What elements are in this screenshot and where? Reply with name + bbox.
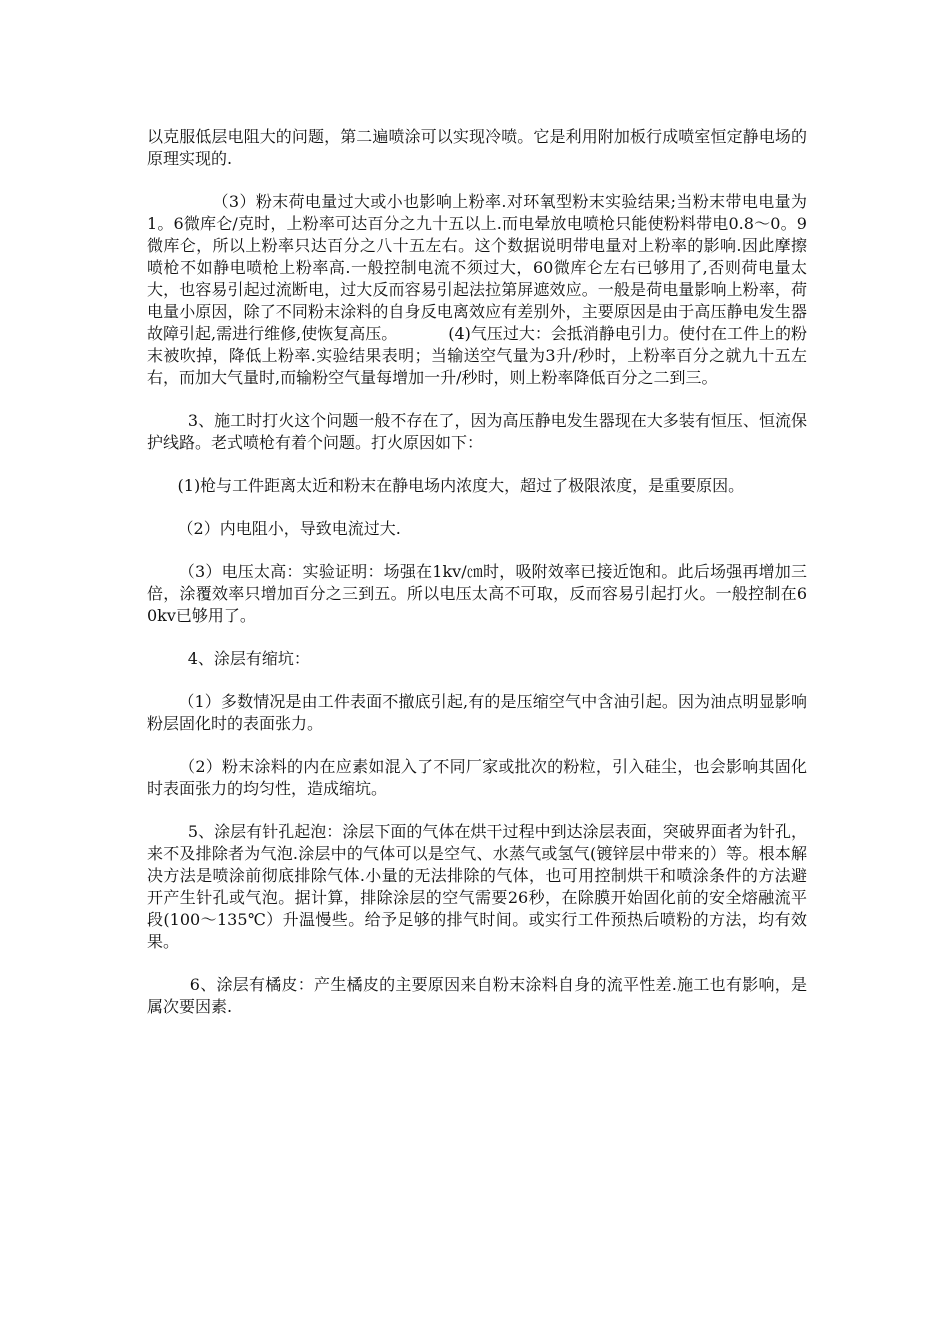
paragraph-section-6-orange-peel: 6、涂层有橘皮：产生橘皮的主要原因来自粉末涂料自身的流平性差.施工也有影响，是属次要因素. xyxy=(147,975,807,1016)
paragraph-sparking-cause-2: （2）内电阻小，导致电流过大. xyxy=(147,519,401,538)
paragraph-intro-continuation: 以克服低层电阻大的问题，第二遍喷涂可以实现冷喷。它是利用附加板行成喷室恒定静电场的原理实现的. xyxy=(147,127,807,168)
paragraph-sparking-cause-1: (1)枪与工件距离太近和粉末在静电场内浓度大，超过了极限浓度，是重要原因。 xyxy=(147,476,745,495)
document-body xyxy=(147,126,807,1039)
paragraph-craters-cause-2: （2）粉末涂料的内在应素如混入了不同厂家或批次的粉粒，引入硅尘，也会影响其固化时表面张力的均匀性，造成缩坑。 xyxy=(147,757,807,798)
paragraph-section-4-craters: 4、涂层有缩坑： xyxy=(147,649,310,668)
paragraph-sparking-cause-3: （3）电压太高：实验证明：场强在1kv/㎝时，吸附效率已接近饱和。此后场强再增加三倍，涂覆效率只增加百分之三到五。所以电压太高不可取，反而容易引起打火。一般控制在60kv已够用了。 xyxy=(147,562,807,625)
paragraph-craters-cause-1: （1）多数情况是由工件表面不撤底引起,有的是压缩空气中含油引起。因为油点明显影响粉层固化时的表面张力。 xyxy=(147,692,807,733)
paragraph-section-5-pinholes: 5、涂层有针孔起泡：涂层下面的气体在烘干过程中到达涂层表面，突破界面者为针孔，来不及排除者为气泡.涂层中的气体可以是空气、水蒸气或氢气(镀锌层中带来的）等。根本解决方法是喷涂前彻底排除气体.小量的无法排除的气体，也可用控制烘干和喷涂条件的方法避开产生针孔或气泡。据计算，排除涂层的空气需要26秒，在除膜开始固化前的安全熔融流平段(100～135℃）升温慢些。给予足够的排气时间。或实行工件预热后喷粉的方法，均有效果。 xyxy=(147,822,808,951)
paragraph-section-3-sparking: 3、施工时打火这个问题一般不存在了，因为高压静电发生器现在大多装有恒压、恒流保护线路。老式喷枪有着个问题。打火原因如下： xyxy=(147,411,808,452)
paragraph-charge-and-air-pressure: （3）粉末荷电量过大或小也影响上粉率.对环氧型粉末实验结果;当粉末带电电量为1。6微库仑/克时，上粉率可达百分之九十五以上.而电晕放电喷枪只能使粉料带电0.8～0。9微库仑，所以上粉率只达百分之八十五左右。这个数据说明带电量对上粉率的影响.因此摩擦喷枪不如静电喷枪上粉率高.一般控制电流不须过大，60微库仑左右已够用了,否则荷电量太大，也容易引起过流断电，过大反而容易引起法拉第屏遮效应。一般是荷电量影响上粉率，荷电量小原因，除了不同粉末涂料的自身反电离效应有差别外，主要原因是由于高压静电发生器故障引起,需进行维修,使恢复高压。 (4)气压过大：会抵消静电引力。使付在工件上的粉末被吹掉，降低上粉率.实验结果表明；当输送空气量为3升/秒时，上粉率百分之就九十五左右，而加大气量时,而输粉空气量每增加一升/秒时，则上粉率降低百分之二到三。 xyxy=(147,192,807,387)
